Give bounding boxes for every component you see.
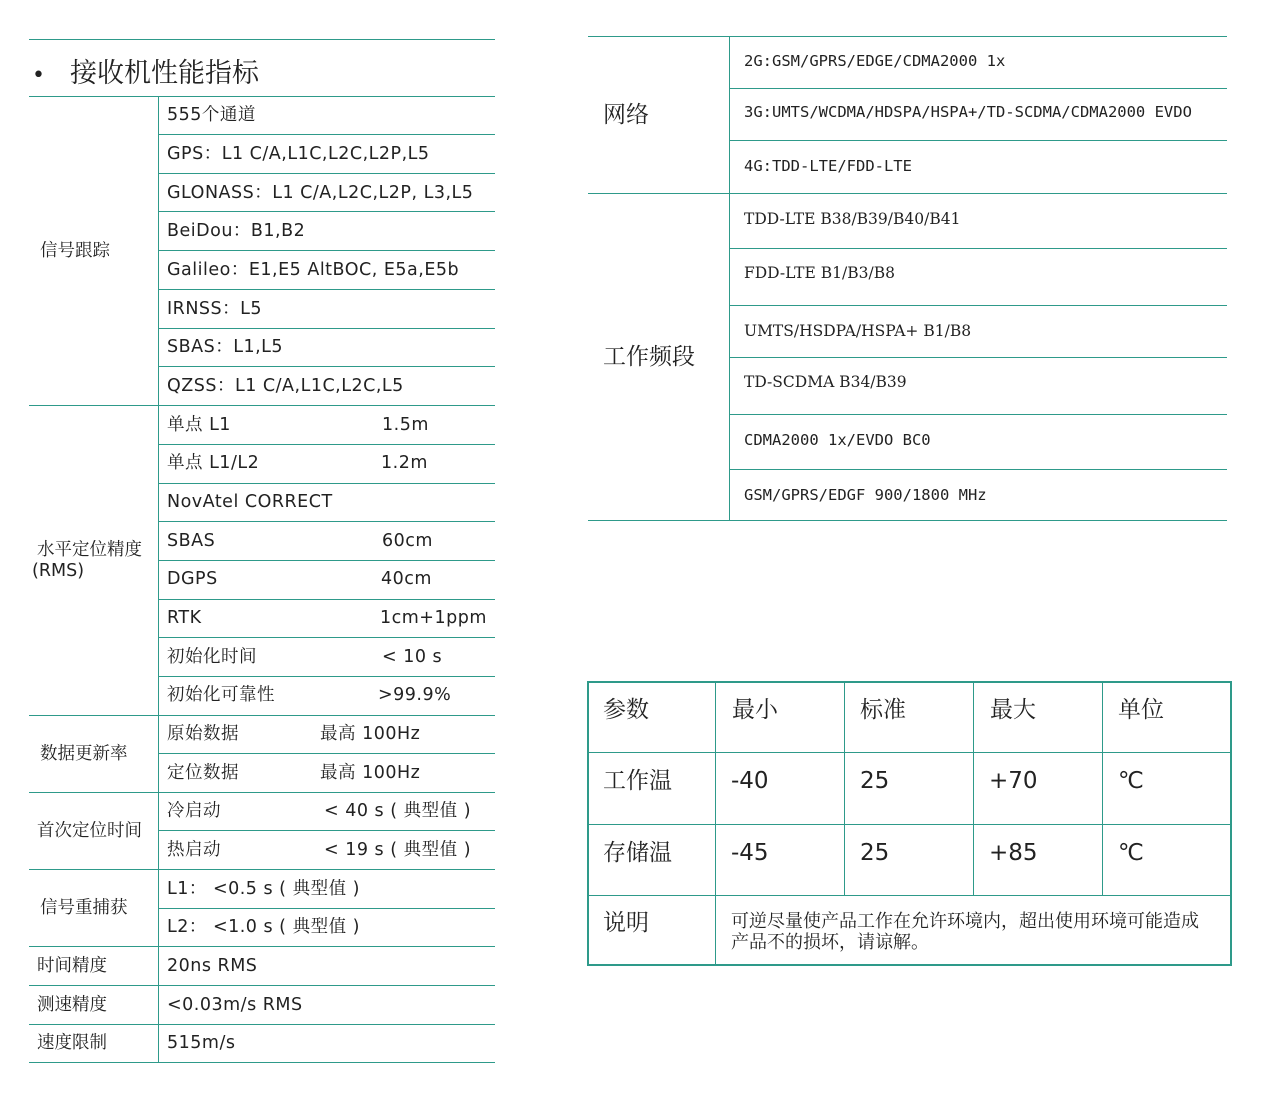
spec-glonass: GLONASS：L1 C/A,L2C,L2P, L3,L5: [167, 183, 474, 203]
row-rule: [158, 483, 495, 484]
update-rate-name: 原始数据: [167, 724, 239, 744]
row-rule: [158, 173, 495, 174]
band-item: FDD-LTE B1/B3/B8: [744, 264, 895, 282]
accuracy-row-name: NovAtel CORRECT: [167, 492, 333, 512]
accuracy-row-value: >99.9%: [378, 685, 452, 705]
row-rule: [158, 560, 495, 561]
velocity-limit-value: 515m/s: [167, 1033, 236, 1053]
row-rule: [158, 289, 495, 290]
accuracy-row-value: 1cm+1ppm: [380, 608, 487, 628]
spec-gps: GPS：L1 C/A,L1C,L2C,L2P,L5: [167, 144, 430, 164]
row-rule: [29, 715, 495, 716]
column-divider: [844, 681, 845, 895]
bullet-icon: •: [32, 63, 45, 88]
header-typical: 标准: [860, 697, 906, 723]
spec-channels: 555个通道: [167, 105, 256, 125]
row-rule: [588, 193, 1227, 194]
row-rule: [158, 908, 495, 909]
temp-row-max: +85: [989, 840, 1038, 866]
category-horizontal-accuracy: 水平定位精度: [37, 540, 142, 560]
ttff-name: 热启动: [167, 840, 221, 860]
row-rule: [158, 830, 495, 831]
accuracy-row-value: 1.5m: [382, 415, 429, 435]
band-item: UMTS/HSDPA/HSPA+ B1/B8: [744, 322, 972, 340]
row-rule: [29, 869, 495, 870]
row-rule: [158, 521, 495, 522]
table-top-rule: [588, 36, 1227, 37]
time-accuracy-value: 20ns RMS: [167, 956, 258, 976]
row-rule: [158, 211, 495, 212]
category-signal-tracking: 信号跟踪: [40, 241, 110, 261]
update-rate-value: 最高 100Hz: [320, 724, 421, 744]
row-rule: [730, 305, 1227, 306]
accuracy-row-name: 初始化可靠性: [167, 685, 275, 705]
temp-row-param: 存储温: [603, 840, 672, 866]
spec-irnss: IRNSS：L5: [167, 299, 263, 319]
row-rule: [730, 469, 1227, 470]
accuracy-row-name: 单点 L1: [167, 415, 231, 435]
reacquisition-l2: L2： <1.0 s ( 典型值 ): [167, 917, 360, 937]
header-unit: 单位: [1118, 697, 1164, 723]
accuracy-row-value: < 10 s: [382, 647, 443, 667]
spec-qzss: QZSS：L1 C/A,L1C,L2C,L5: [167, 376, 404, 396]
category-velocity-limit: 速度限制: [37, 1033, 107, 1053]
row-rule: [29, 1024, 495, 1025]
row-rule: [158, 444, 495, 445]
header-min: 最小: [732, 697, 778, 723]
network-item: 3G:UMTS/WCDMA/HDSPA/HSPA+/TD-SCDMA/CDMA2000 EVDO: [744, 103, 1192, 121]
update-rate-value: 最高 100Hz: [320, 763, 421, 783]
band-item: CDMA2000 1x/EVDO BC0: [744, 431, 931, 449]
row-rule: [587, 895, 1232, 896]
row-rule: [29, 792, 495, 793]
category-network: 网络: [603, 102, 649, 128]
temp-row-unit: ℃: [1118, 840, 1144, 866]
row-rule: [730, 414, 1227, 415]
temp-row-typical: 25: [860, 840, 890, 866]
category-update-rate: 数据更新率: [40, 744, 128, 764]
row-rule: [158, 134, 495, 135]
temp-row-typical: 25: [860, 768, 890, 794]
accuracy-row-name: RTK: [167, 608, 202, 628]
accuracy-row-name: 初始化时间: [167, 647, 257, 667]
band-item: GSM/GPRS/EDGF 900/1800 MHz: [744, 486, 987, 504]
row-rule: [29, 96, 495, 97]
reacquisition-l1: L1： <0.5 s ( 典型值 ): [167, 879, 360, 899]
column-divider: [729, 36, 730, 520]
header-param: 参数: [603, 697, 649, 723]
section-title: [32, 60, 259, 87]
row-rule: [158, 599, 495, 600]
temp-row-max: +70: [989, 768, 1038, 794]
category-time-accuracy: 时间精度: [37, 956, 107, 976]
column-divider: [1102, 681, 1103, 895]
network-item: 2G:GSM/GPRS/EDGE/CDMA2000 1x: [744, 52, 1006, 70]
accuracy-row-name: 单点 L1/L2: [167, 453, 260, 473]
row-rule: [29, 985, 495, 986]
row-rule: [587, 824, 1232, 825]
table-top-rule: [29, 39, 495, 40]
category-horizontal-accuracy-unit: (RMS): [32, 561, 85, 581]
header-max: 最大: [990, 697, 1036, 723]
accuracy-row-value: 60cm: [382, 531, 433, 551]
temp-row-param: 工作温: [603, 768, 672, 794]
table-bottom-rule: [29, 1062, 495, 1063]
spec-galileo: Galileo：E1,E5 AltBOC, E5a,E5b: [167, 260, 460, 280]
row-rule: [730, 357, 1227, 358]
row-rule: [29, 405, 495, 406]
table-bottom-rule: [588, 520, 1227, 521]
row-rule: [158, 366, 495, 367]
temp-row-unit: ℃: [1118, 768, 1144, 794]
accuracy-row-value: 1.2m: [381, 453, 428, 473]
ttff-value: < 19 s ( 典型值 ): [324, 840, 472, 860]
row-rule: [158, 637, 495, 638]
accuracy-row-name: DGPS: [167, 569, 218, 589]
category-ttff: 首次定位时间: [37, 821, 142, 841]
band-item: TDD-LTE B38/B39/B40/B41: [744, 210, 961, 228]
column-divider: [973, 681, 974, 895]
note-label: 说明: [603, 910, 649, 936]
row-rule: [158, 328, 495, 329]
column-divider: [158, 96, 159, 1062]
velocity-accuracy-value: <0.03m/s RMS: [167, 995, 303, 1015]
row-rule: [730, 88, 1227, 89]
row-rule: [158, 676, 495, 677]
ttff-value: < 40 s ( 典型值 ): [324, 801, 472, 821]
category-reacquisition: 信号重捕获: [40, 898, 128, 918]
temp-row-min: -40: [731, 768, 769, 794]
row-rule: [29, 946, 495, 947]
spec-beidou: BeiDou：B1,B2: [167, 221, 306, 241]
update-rate-name: 定位数据: [167, 763, 239, 783]
row-rule: [158, 250, 495, 251]
row-rule: [730, 248, 1227, 249]
temp-row-min: -45: [731, 840, 769, 866]
category-velocity-accuracy: 测速精度: [37, 995, 107, 1015]
accuracy-row-name: SBAS: [167, 531, 216, 551]
category-bands: 工作频段: [603, 344, 695, 370]
section-title-text: 接收机性能指标: [70, 58, 259, 89]
accuracy-row-value: 40cm: [381, 569, 432, 589]
note-text: 可逆尽量使产品工作在允许环境内，超出使用环境可能造成产品不的损坏，请谅解。: [731, 911, 1199, 953]
band-item: TD-SCDMA B34/B39: [744, 373, 907, 391]
row-rule: [587, 752, 1232, 753]
spec-sbas: SBAS：L1,L5: [167, 337, 284, 357]
row-rule: [158, 753, 495, 754]
row-rule: [730, 140, 1227, 141]
network-item: 4G:TDD-LTE/FDD-LTE: [744, 157, 912, 175]
ttff-name: 冷启动: [167, 801, 221, 821]
